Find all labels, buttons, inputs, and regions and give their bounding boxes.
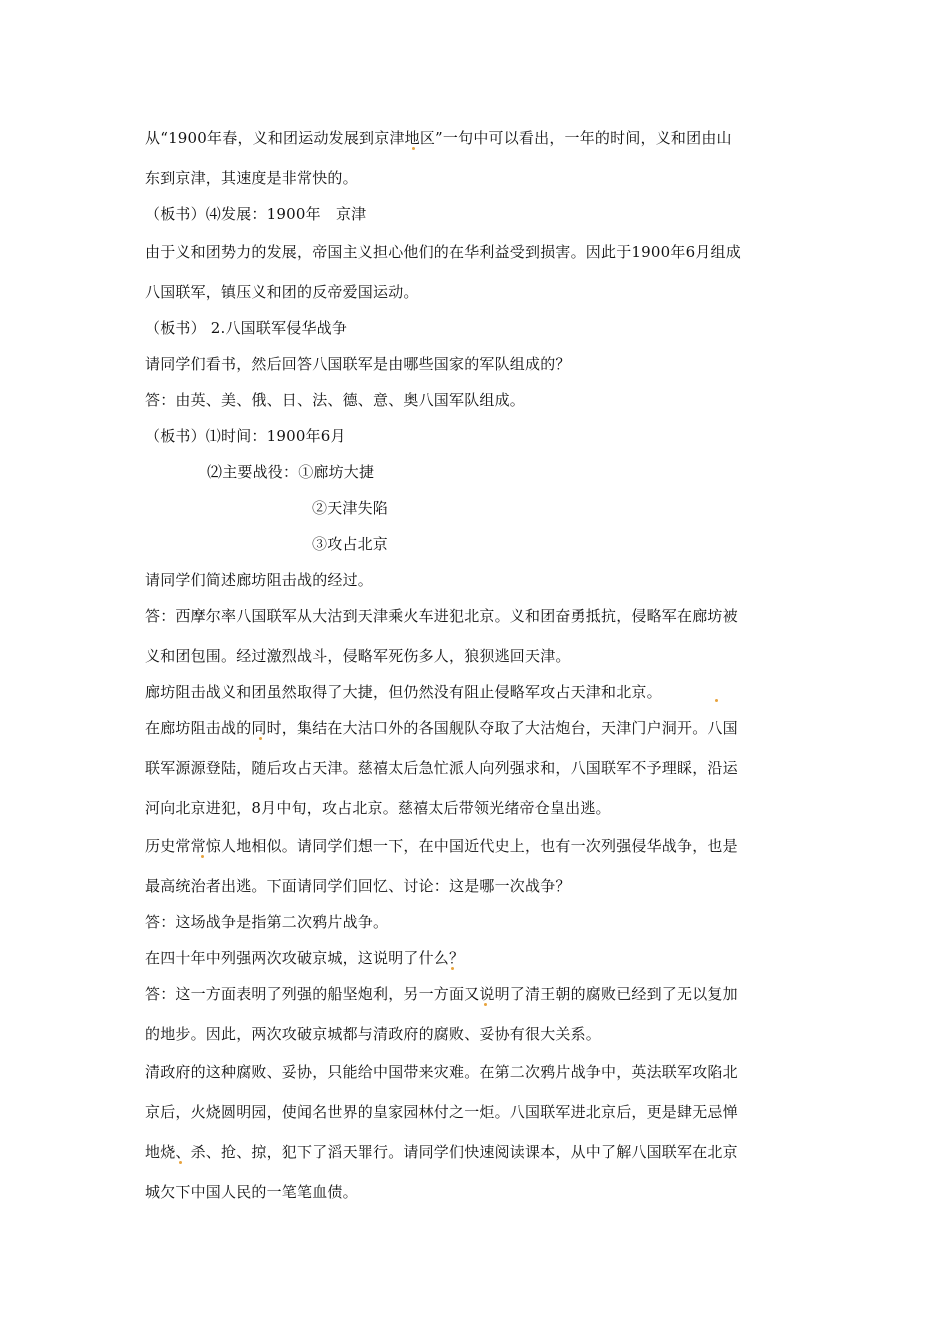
- answer-langfang-line-1: 答：西摩尔率八国联军从大沽到天津乘火车进犯北京。义和团奋勇抵抗，侵略军在廊坊被: [145, 607, 738, 625]
- answer-langfang-line-2: 义和团包围。经过激烈战斗，侵略军死伤多人，狼狈逃回天津。: [145, 647, 571, 665]
- paragraph-history-line-1: 历史常常惊人地相似。请同学们想一下，在中国近代史上，也有一次列强侵华战争，也是: [145, 837, 738, 855]
- margin-dot-mark: [484, 1003, 487, 1006]
- answer-opium-war: 答：这场战争是指第二次鸦片战争。: [145, 913, 389, 931]
- blackboard-note-battle-3: ③攻占北京: [312, 535, 389, 553]
- paragraph-dagu-line-3: 河向北京进犯，8月中旬，攻占北京。慈禧太后带领光绪帝仓皇出逃。: [145, 799, 611, 817]
- paragraph-langfang-result: 廊坊阻击战义和团虽然取得了大捷，但仍然没有阻止侵略军攻占天津和北京。: [145, 683, 662, 701]
- question-line: 请同学们看书，然后回答八国联军是由哪些国家的军队组成的？: [145, 355, 571, 373]
- answer-line: 答：由英、美、俄、日、法、德、意、奥八国军队组成。: [145, 391, 526, 409]
- blackboard-note-battles: ⑵主要战役：①廊坊大捷: [207, 463, 375, 481]
- paragraph-line-5: 八国联军，镇压义和团的反帝爱国运动。: [145, 283, 419, 301]
- margin-dot-mark: [201, 855, 204, 858]
- question-langfang: 请同学们简述廊坊阻击战的经过。: [145, 571, 374, 589]
- paragraph-dagu-line-1: 在廊坊阻击战的同时，集结在大沽口外的各国舰队夺取了大沽炮台，天津门户洞开。八国: [145, 719, 738, 737]
- margin-dot-mark: [451, 967, 454, 970]
- margin-dot-mark: [179, 1161, 182, 1164]
- margin-dot-mark: [715, 699, 718, 702]
- paragraph-line-2: 东到京津，其速度是非常快的。: [145, 169, 358, 187]
- paragraph-disaster-line-4: 城欠下中国人民的一笔笔血债。: [145, 1183, 358, 1201]
- paragraph-history-line-2: 最高统治者出逃。下面请同学们回忆、讨论：这是哪一次战争？: [145, 877, 571, 895]
- paragraph-line-1: 从“1900年春，义和团运动发展到京津地区”一句中可以看出，一年的时间，义和团由山: [145, 129, 732, 147]
- question-forty-years: 在四十年中列强两次攻破京城，这说明了什么？: [145, 949, 465, 967]
- paragraph-disaster-line-2: 京后，火烧圆明园，使闻名世界的皇家园林付之一炬。八国联军进北京后，更是肆无忌惮: [145, 1103, 738, 1121]
- paragraph-disaster-line-1: 清政府的这种腐败、妥协，只能给中国带来灾难。在第二次鸦片战争中，英法联军攻陷北: [145, 1063, 738, 1081]
- paragraph-dagu-line-2: 联军源源登陆，随后攻占天津。慈禧太后急忙派人向列强求和，八国联军不予理睬，沿运: [145, 759, 738, 777]
- paragraph-disaster-line-3: 地烧、杀、抢、掠，犯下了滔天罪行。请同学们快速阅读课本，从中了解八国联军在北京: [145, 1143, 738, 1161]
- answer-corruption-line-2: 的地步。因此，两次攻破京城都与清政府的腐败、妥协有很大关系。: [145, 1025, 602, 1043]
- blackboard-note-time: （板书）⑴时间：1900年6月: [145, 427, 346, 445]
- blackboard-note-development: （板书）⑷发展：1900年 京津: [145, 205, 367, 223]
- margin-dot-mark: [412, 147, 415, 150]
- blackboard-note-war-heading: （板书） 2.八国联军侵华战争: [145, 319, 348, 337]
- paragraph-line-4: 由于义和团势力的发展，帝国主义担心他们的在华利益受到损害。因此于1900年6月组成: [145, 243, 741, 261]
- blackboard-note-battle-2: ②天津失陷: [312, 499, 389, 517]
- margin-dot-mark: [259, 737, 262, 740]
- answer-corruption-line-1: 答：这一方面表明了列强的船坚炮利，另一方面又说明了清王朝的腐败已经到了无以复加: [145, 985, 738, 1003]
